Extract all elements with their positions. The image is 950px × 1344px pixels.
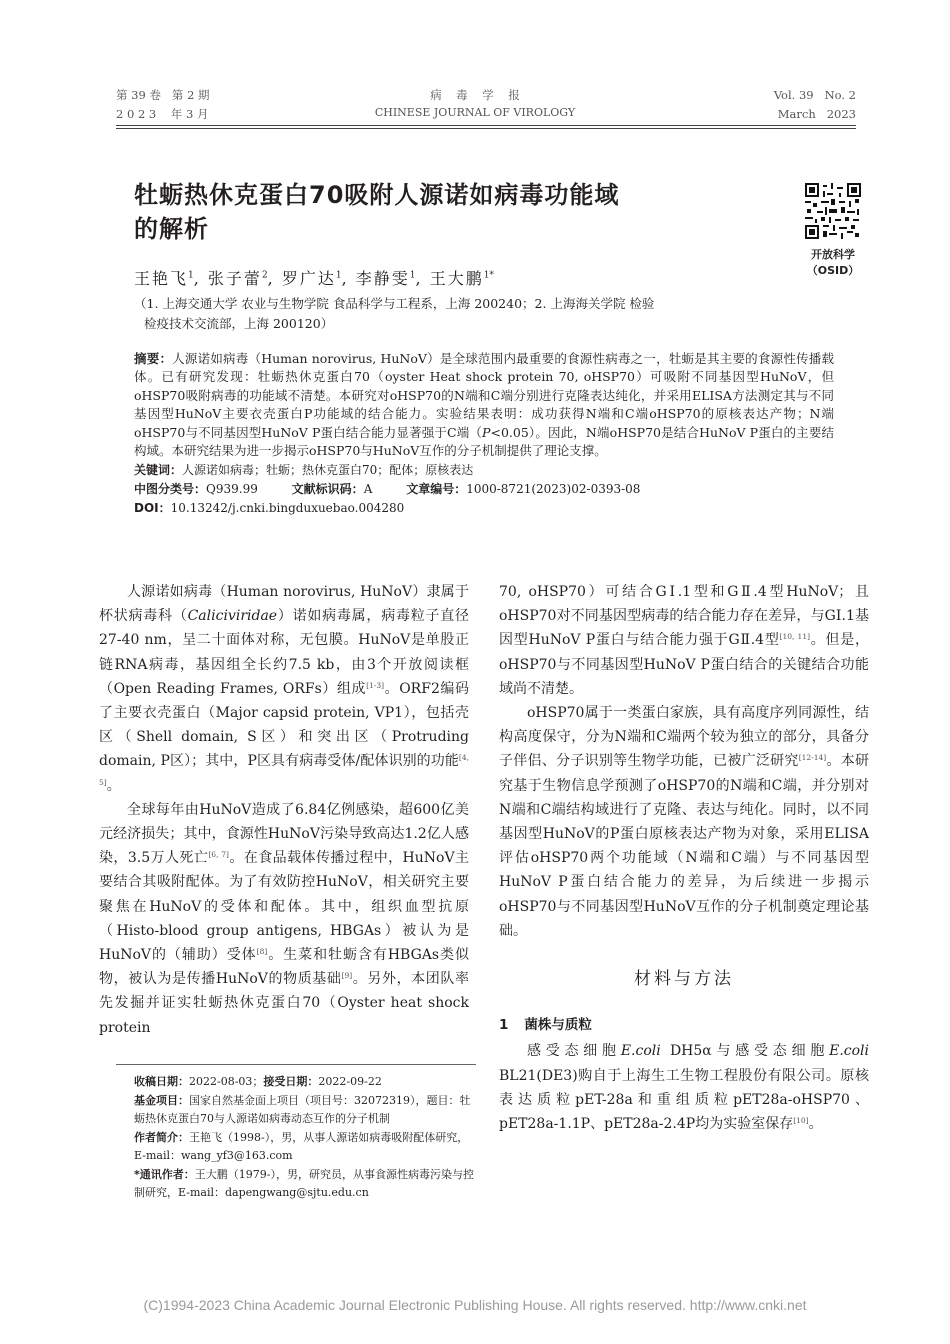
header-rule	[116, 125, 856, 126]
text-run: 。ORF2编码了主要衣壳蛋白（Major capsid protein, VP1），包括壳区（Shell domain, S区）和突出区（Protruding domain, P区）；其中，P区具有病毒受体/配体识别的功能	[99, 680, 469, 770]
title-line-1: 牡蛎热休克蛋白70吸附人源诺如病毒功能域	[134, 181, 620, 209]
citation-link[interactable]: [12-14]	[798, 753, 827, 763]
author-affil-mark: 1	[188, 270, 194, 281]
body-paragraph	[99, 798, 469, 1040]
body-paragraph	[499, 1039, 869, 1136]
article-number-value: 1000-8721(2023)02-0393-08	[466, 482, 641, 497]
left-column	[99, 580, 469, 1040]
keywords-label: 关键词：	[134, 463, 183, 478]
subsection-title: 菌株与质粒	[524, 1017, 592, 1034]
subsection-heading	[499, 1013, 869, 1037]
article-title	[134, 178, 754, 246]
abstract-block	[134, 350, 834, 518]
accepted-date: 2022-09-22	[318, 1075, 382, 1088]
text-run: 。另外，本团队率先发掘并证实牡蛎热休克蛋白70（Oyster heat shock protein	[99, 971, 469, 1036]
header-rule-2	[116, 128, 856, 129]
text-run: 。在食品载体传播过程中，HuNoV主要结合其吸附配体。为了有效防控HuNoV，相关研究主要聚焦在HuNoV的受体和配体。其中，组织血型抗原（Histo-blood group antigens, HBGAs）被认为是HuNoV的（辅助）受体	[99, 850, 470, 964]
doi-link[interactable]: 10.13242/j.cnki.bingduxuebao.004280	[170, 501, 405, 516]
header-date-cn: 2 0 2 3 年 3 月	[116, 107, 209, 121]
author-name: 罗广达	[281, 269, 336, 288]
footnote-rule	[116, 1064, 476, 1065]
body-paragraph	[99, 580, 469, 798]
qr-code-icon[interactable]	[805, 183, 861, 239]
affiliation-line-2: 检疫技术交流部，上海 200120）	[144, 316, 334, 331]
citation-link[interactable]: [8]	[256, 947, 268, 957]
title-line-2: 的解析	[134, 215, 209, 243]
qr-label-2: （OSID）	[806, 264, 860, 277]
text-run: 。	[106, 777, 121, 794]
author-affil-mark: 1	[409, 270, 416, 281]
fund-text: 国家自然基金面上项目（项目号：32072319），题目：牡蛎热休克蛋白70与人源诺如病毒动态互作的分子机制	[134, 1093, 471, 1125]
keywords	[134, 461, 834, 480]
subsection-number: 1	[499, 1017, 509, 1034]
citation-link[interactable]: [6, 7]	[208, 850, 229, 860]
clc-value: Q939.99	[206, 482, 258, 497]
citation-link[interactable]: [10]	[793, 1116, 809, 1126]
doc-code-value: A	[363, 482, 373, 497]
abstract	[134, 350, 834, 460]
author-affil-mark: 1*	[483, 270, 494, 281]
citation-link[interactable]: [9]	[341, 971, 353, 981]
author-affil-mark: 1	[335, 270, 342, 281]
text-run: ）诺如病毒属，病毒粒子直径27-40 nm，呈二十面体对称，无包膜。HuNoV是单股正链RNA病毒，基因组全长约7.5 kb，由3个开放阅读框（Open Reading Frames, ORFs）组成	[99, 608, 470, 697]
received-label: 收稿日期：	[134, 1075, 189, 1088]
header-volume-en: Vol. 39 No. 2	[773, 88, 856, 102]
author-name: 王艳飞	[134, 269, 189, 288]
text-run: oHSP70属于一类蛋白家族，具有高度序列同源性，结构高度保守，分为N端和C端两个较为独立的部分，具备分子伴侣、分子识别等生物学功能，已被广泛研究	[499, 705, 869, 770]
received-date: 2022-08-03；	[189, 1075, 264, 1088]
classification-line	[134, 480, 834, 499]
author-list: 王艳飞$^1$, 张子蕾$^2$, 罗广达$^1$, 李静雯$^1$, 王大鹏$^{1*}$	[134, 269, 494, 288]
taxon-name: E.coli	[620, 1043, 661, 1060]
qr-label-1: 开放科学	[811, 248, 855, 261]
footnote-dates	[134, 1073, 474, 1092]
article-number-label: 文章编号：	[406, 482, 467, 497]
text-run: DH5α与感受态细胞	[660, 1043, 830, 1060]
text-run: 。生菜和牡蛎含有HBGAs类似物，被认为是传播HuNoV的物质基础	[99, 947, 469, 988]
right-column	[499, 580, 869, 1136]
doi-line	[134, 499, 834, 518]
text-run: BL21(DE3)购自于上海生工生物工程股份有限公司。原核表达质粒pET-28a和重组质粒pET28a-oHSP70、pET28a-1.1P、pET28a-2.4P均为实验室保存	[499, 1067, 869, 1133]
qr-label	[793, 247, 873, 279]
author-name: 李静雯	[355, 269, 410, 288]
author-bio-text: 王艳飞（1998-），男，从事人源诺如病毒吸附配体研究，E-mail：wang_yf3@163.com	[134, 1130, 469, 1162]
footnotes	[134, 1073, 474, 1203]
author-bio-label: 作者简介：	[134, 1130, 189, 1144]
text-run: 人源诺如病毒（Human norovirus, HuNoV）隶属于杯状病毒科（	[99, 584, 469, 625]
doi-label: DOI：	[134, 501, 171, 516]
header-date-en: March 2023	[777, 107, 856, 121]
citation-link[interactable]: [4, 5]	[99, 753, 469, 787]
copyright-notice: (C)1994-2023 China Academic Journal Electronic Publishing House. All rights reserved. http://www.cnki.net	[143, 1297, 807, 1313]
body-paragraph	[499, 701, 869, 943]
abstract-text-1: 人源诺如病毒（Human norovirus, HuNoV）是全球范围内最重要的食源性病毒之一，牡蛎是其主要的食源性传播载体。已有研究发现：牡蛎热休克蛋白70（oyster Heat shock protein 70, oHSP70）可吸附不同基因型HuNoV，但oHSP70吸附病毒的功能域不清楚。本研究对oHSP70的N端和C端分别进行克隆表达纯化，并采用ELISA方法测定其与不同基因型HuNoV主要衣壳蛋白P功能域的结合能力。实验结果表明：成功获得N端和C端oHSP70的原核表达产物；N端oHSP70与不同基因型HuNoV P蛋白结合能力显著强于C端（	[134, 351, 834, 440]
footnote-author	[134, 1129, 474, 1166]
affiliations	[134, 294, 734, 334]
text-run: 感受态细胞	[527, 1043, 621, 1060]
affiliation-line-1: （1. 上海交通大学 农业与生物学院 食品科学与工程系，上海 200240；2. 上海海关学院 检验	[134, 296, 655, 311]
footnote-fund	[134, 1092, 474, 1129]
text-run: 。	[808, 1116, 823, 1133]
header-volume-cn: 第 39 卷 第 2 期	[116, 88, 210, 102]
header-journal-en: CHINESE JOURNAL OF VIROLOGY	[374, 106, 576, 119]
accepted-label: 接受日期：	[263, 1075, 319, 1088]
text-run: 。但是，oHSP70与不同基因型HuNoV P蛋白结合的关键结合功能域尚不清楚。	[499, 632, 869, 697]
body-paragraph	[499, 580, 869, 701]
abstract-label: 摘要：	[134, 351, 173, 366]
corresponding-label: *通讯作者：	[134, 1167, 195, 1181]
corresponding-text: 王大鹏（1979-），男，研究员，从事食源性病毒污染与控制研究，E-mail：dapengwang@sjtu.edu.cn	[134, 1167, 474, 1199]
author-name: 王大鹏	[429, 269, 484, 288]
header-journal-cn: 病 毒 学 报	[430, 88, 520, 102]
footnote-corresponding	[134, 1166, 474, 1203]
clc-label: 中图分类号：	[134, 482, 207, 497]
citation-link[interactable]: [10, 11]	[779, 632, 811, 642]
section-heading: 材料与方法	[634, 969, 734, 990]
fund-label: 基金项目：	[134, 1093, 189, 1107]
p-value-symbol: P	[482, 424, 491, 440]
doc-code-label: 文献标识码：	[291, 482, 364, 497]
text-run: 全球每年由HuNoV造成了6.84亿例感染，超600亿美元经济损失；其中，食源性HuNoV污染导致高达1.2亿人感染，3.5万人死亡	[99, 801, 469, 867]
taxon-name: E.coli	[829, 1043, 870, 1060]
citation-link[interactable]: [1-3]	[366, 680, 385, 690]
text-run: 。本研究基于生物信息学预测了oHSP70的N端和C端，并分别对N端和C端结构域进行了克隆、表达与纯化。同时，以不同基因型HuNoV的P蛋白原核表达产物为对象，采用ELISA评估oHSP70两个功能域（N端和C端）与不同基因型HuNoV P蛋白结合能力的差异，为后续进一步揭示oHSP70与不同基因型HuNoV互作的分子机制奠定理论基础。	[499, 753, 870, 939]
taxon-name: Caliciviridae	[187, 608, 278, 625]
abstract-text-2: <0.05）。因此，N端oHSP70是结合HuNoV P蛋白的主要结构域。本研究结果为进一步揭示oHSP70与HuNoV互作的分子机制提供了理论支撑。	[134, 424, 834, 459]
author-affil-mark: 2	[261, 270, 268, 281]
text-run: 70, oHSP70）可结合GⅠ.1型和GⅡ.4型HuNoV；且oHSP70对不同基因型病毒的结合能力存在差异，与GⅠ.1基因型HuNoV P蛋白与结合能力强于GⅡ.4型	[499, 584, 869, 649]
keywords-text: 人源诺如病毒；牡蛎；热休克蛋白70；配体；原核表达	[182, 463, 474, 478]
author-name: 张子蕾	[207, 269, 262, 288]
